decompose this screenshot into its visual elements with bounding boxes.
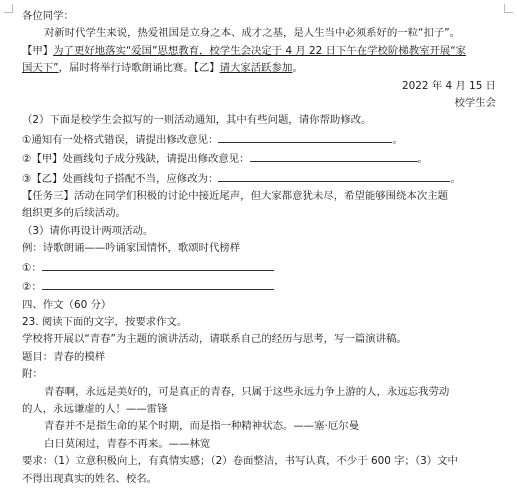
yi-underlined-sentence: 请大家活跃参加 xyxy=(219,62,293,75)
quote-1-line-2: 的人，永远谦虚的人！——雷锋 xyxy=(22,402,168,415)
writing-section-title: 四、作文（60 分） xyxy=(22,298,112,311)
jia-underlined-sentence: 为了更好地落实“爱国”思想教育，校学生会决定于 4 月 22 日下午在学校阶梯教室开展“家 xyxy=(53,44,467,57)
question-2-item-2-text: ②【甲】处画线句子成分残缺，请提出修改意见： xyxy=(22,153,250,166)
question-3-blank-2-label: ②： xyxy=(22,281,42,294)
writing-topic: 题目：青春的模样 xyxy=(22,350,106,363)
answer-blank-1-period: 。 xyxy=(392,133,403,146)
notice-paragraph-2-line-2 xyxy=(22,60,500,77)
activity-blank-1[interactable] xyxy=(42,258,274,271)
question-2-item-1 xyxy=(22,130,500,149)
question-2-item-1-text: ①通知有一处格式错误，请提出修改意见： xyxy=(22,133,219,146)
activity-blank-2[interactable] xyxy=(42,277,274,290)
jia-underlined-end: 国天下” xyxy=(22,62,59,75)
question-3-intro: （3）请你再设计两项活动。 xyxy=(22,224,154,237)
jia-tag: 【甲】 xyxy=(22,44,54,57)
answer-blank-1[interactable] xyxy=(218,130,392,143)
question-2-intro: （2）下面是校学生会拟写的一则活动通知，其中有些问题，请你帮助修改。 xyxy=(22,114,372,127)
requirements-line-2: 不得出现真实的姓名、校名。 xyxy=(22,472,158,485)
task-3-line-1: 【任务三】活动在同学们积极的讨论中接近尾声，但大家都意犹未尽，希望能够围绕本次主题 xyxy=(22,190,449,203)
page-corner-mark-left xyxy=(4,4,13,13)
task-3-line-2: 组织更多的后续活动。 xyxy=(22,207,126,220)
notice-paragraph-2-mid: ，届时将举行诗歌朗诵比赛。 xyxy=(58,62,194,75)
writing-prompt: 学校将开展以“青春”为主题的演讲活动，请联系自己的经历与思考，写一篇演讲稿。 xyxy=(22,333,407,346)
document-body xyxy=(22,8,500,488)
page-corner-mark-right xyxy=(504,4,513,13)
question-3-blank-1 xyxy=(22,258,500,277)
question-23: 23. 阅读下面的文字，按要求作文。 xyxy=(22,315,188,328)
answer-blank-2[interactable] xyxy=(250,149,418,162)
notice-paragraph-1: 对新时代学生来说，热爱祖国是立身之本、成才之基，是人生当中必须系好的一粒“扣子”。 xyxy=(44,27,460,40)
notice-paragraph-2-line-1 xyxy=(22,43,500,60)
answer-blank-3-period: 。 xyxy=(450,172,461,185)
quote-2: 青春并不是指生命的某个时期，而是指一种精神状态。——塞·厄尔曼 xyxy=(44,420,360,433)
question-2-item-3-text: ③【乙】处画线句子搭配不当，应修改为： xyxy=(22,172,219,185)
notice-date: 2022 年 4 月 15 日 xyxy=(402,79,496,92)
question-3-example: 例：诗歌朗诵——吟诵家国情怀，歌颂时代榜样 xyxy=(22,242,241,255)
quote-1-line-1: 青春啊，永远是美好的，可是真正的青春，只属于这些永远力争上游的人，永远忘我劳动 xyxy=(44,385,450,398)
question-2-item-3 xyxy=(22,169,500,188)
question-3-blank-1-label: ①： xyxy=(22,261,42,274)
answer-blank-2-period: 。 xyxy=(417,153,428,166)
attached-label: 附： xyxy=(22,368,43,381)
question-2-item-2 xyxy=(22,149,500,168)
notice-paragraph-2-end: 。 xyxy=(292,62,303,75)
question-3-blank-2 xyxy=(22,277,500,296)
yi-tag: 【乙】 xyxy=(193,62,220,75)
salutation: 各位同学： xyxy=(22,10,74,22)
requirements-line-1: 要求：（1）立意积极向上，有真情实感；（2）卷面整洁，书写认真，不少于 600 字；（3）文中 xyxy=(22,455,458,468)
notice-signer: 校学生会 xyxy=(454,97,496,110)
answer-blank-3[interactable] xyxy=(218,169,450,182)
quote-3: 白日莫闲过，青春不再来。——林宽 xyxy=(44,437,211,450)
